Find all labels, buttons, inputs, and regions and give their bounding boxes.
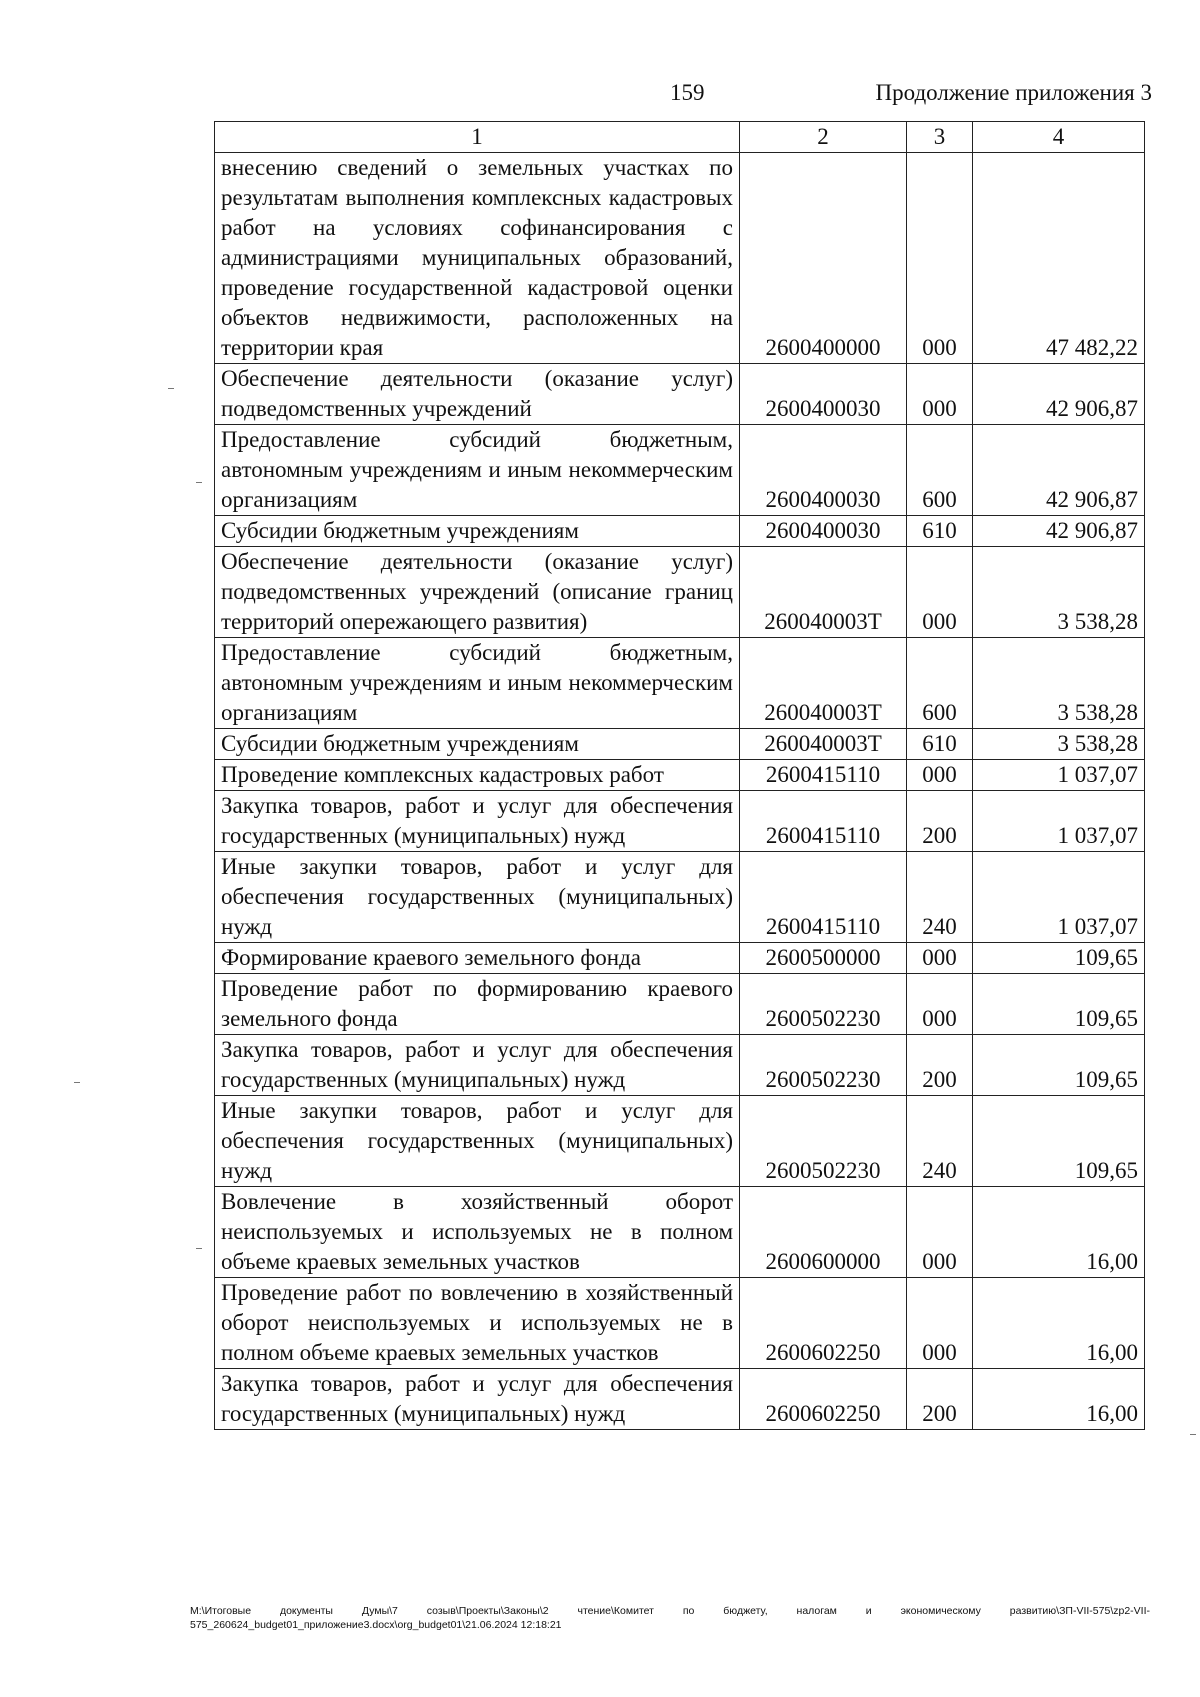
row-expense-type: 200 <box>907 791 973 852</box>
row-expense-type: 000 <box>907 153 973 364</box>
table-row <box>215 974 1145 1035</box>
row-expense-type: 600 <box>907 425 973 516</box>
row-expense-type: 000 <box>907 1187 973 1278</box>
row-target-code: 2600602250 <box>740 1278 907 1369</box>
column-header: 4 <box>973 122 1145 153</box>
row-target-code: 2600400030 <box>740 364 907 425</box>
table-row <box>215 547 1145 638</box>
scan-artifact <box>74 1082 80 1083</box>
row-amount: 3 538,28 <box>973 547 1145 638</box>
row-amount: 1 037,07 <box>973 852 1145 943</box>
scan-artifact <box>196 482 202 483</box>
row-target-code: 2600400000 <box>740 153 907 364</box>
row-target-code: 260040003Т <box>740 547 907 638</box>
row-description: Предоставление субсидий бюджетным, автономным учреждениям и иным некоммерческим организациям <box>215 638 740 729</box>
row-expense-type: 610 <box>907 729 973 760</box>
scan-artifact <box>168 388 174 389</box>
table-row <box>215 153 1145 364</box>
table-row <box>215 425 1145 516</box>
row-expense-type: 200 <box>907 1035 973 1096</box>
row-amount: 1 037,07 <box>973 791 1145 852</box>
table-row <box>215 760 1145 791</box>
table-row <box>215 1096 1145 1187</box>
row-amount: 1 037,07 <box>973 760 1145 791</box>
row-description: внесению сведений о земельных участках по результатам выполнения комплексных кадастровых работ на условиях софинансирования с администрациями муниципальных образований, проведение государственной кадастровой оценки объектов недвижимости, расположенных на территории края <box>215 153 740 364</box>
page-number: 159 <box>670 80 705 105</box>
row-description: Проведение работ по формированию краевого земельного фонда <box>215 974 740 1035</box>
row-description: Закупка товаров, работ и услуг для обеспечения государственных (муниципальных) нужд <box>215 1369 740 1430</box>
column-header: 1 <box>215 122 740 153</box>
table-row <box>215 1278 1145 1369</box>
row-expense-type: 200 <box>907 1369 973 1430</box>
table-body <box>215 153 1145 1430</box>
row-description: Субсидии бюджетным учреждениям <box>215 729 740 760</box>
row-expense-type: 000 <box>907 364 973 425</box>
row-target-code: 2600502230 <box>740 1096 907 1187</box>
row-description: Иные закупки товаров, работ и услуг для обеспечения государственных (муниципальных) нужд <box>215 852 740 943</box>
row-amount: 16,00 <box>973 1278 1145 1369</box>
row-amount: 3 538,28 <box>973 638 1145 729</box>
row-description: Проведение работ по вовлечению в хозяйственный оборот неиспользуемых и используемых не в полном объеме краевых земельных участков <box>215 1278 740 1369</box>
row-target-code: 2600500000 <box>740 943 907 974</box>
row-expense-type: 000 <box>907 760 973 791</box>
row-description: Субсидии бюджетным учреждениям <box>215 516 740 547</box>
file-path-footer: М:\Итоговые документы Думы\7 созыв\Проекты\Законы\2 чтение\Комитет по бюджету, налогам и экономическому развитию\ЗП-VII-575\zp2-VII-575_260624_budget01_приложение3.docx\org_budget01\21.06.2024 12:18:21 <box>190 1605 1150 1631</box>
row-amount: 42 906,87 <box>973 425 1145 516</box>
table-row <box>215 943 1145 974</box>
row-target-code: 2600502230 <box>740 974 907 1035</box>
budget-table <box>214 121 1145 1430</box>
row-target-code: 2600600000 <box>740 1187 907 1278</box>
row-amount: 3 538,28 <box>973 729 1145 760</box>
row-expense-type: 000 <box>907 974 973 1035</box>
row-amount: 109,65 <box>973 974 1145 1035</box>
row-expense-type: 240 <box>907 1096 973 1187</box>
row-target-code: 2600502230 <box>740 1035 907 1096</box>
column-header: 3 <box>907 122 973 153</box>
row-expense-type: 600 <box>907 638 973 729</box>
row-amount: 109,65 <box>973 1035 1145 1096</box>
row-description: Закупка товаров, работ и услуг для обеспечения государственных (муниципальных) нужд <box>215 791 740 852</box>
row-amount: 42 906,87 <box>973 516 1145 547</box>
row-description: Обеспечение деятельности (оказание услуг) подведомственных учреждений (описание границ территорий опережающего развития) <box>215 547 740 638</box>
row-description: Вовлечение в хозяйственный оборот неиспользуемых и используемых не в полном объеме краевых земельных участков <box>215 1187 740 1278</box>
row-target-code: 2600400030 <box>740 425 907 516</box>
row-target-code: 2600602250 <box>740 1369 907 1430</box>
table-row <box>215 1035 1145 1096</box>
row-amount: 109,65 <box>973 1096 1145 1187</box>
row-expense-type: 610 <box>907 516 973 547</box>
row-description: Предоставление субсидий бюджетным, автономным учреждениям и иным некоммерческим организациям <box>215 425 740 516</box>
row-expense-type: 240 <box>907 852 973 943</box>
table-row <box>215 364 1145 425</box>
row-expense-type: 000 <box>907 943 973 974</box>
row-expense-type: 000 <box>907 547 973 638</box>
table-row <box>215 791 1145 852</box>
row-description: Иные закупки товаров, работ и услуг для обеспечения государственных (муниципальных) нужд <box>215 1096 740 1187</box>
table-row <box>215 1369 1145 1430</box>
table-row <box>215 516 1145 547</box>
row-description: Формирование краевого земельного фонда <box>215 943 740 974</box>
row-target-code: 2600415110 <box>740 760 907 791</box>
table-row <box>215 852 1145 943</box>
row-target-code: 2600415110 <box>740 852 907 943</box>
table-row <box>215 729 1145 760</box>
row-target-code: 2600400030 <box>740 516 907 547</box>
row-description: Проведение комплексных кадастровых работ <box>215 760 740 791</box>
row-amount: 109,65 <box>973 943 1145 974</box>
row-amount: 16,00 <box>973 1369 1145 1430</box>
row-target-code: 2600415110 <box>740 791 907 852</box>
scan-artifact <box>1190 1434 1196 1435</box>
column-header-row <box>215 122 1145 153</box>
row-description: Обеспечение деятельности (оказание услуг) подведомственных учреждений <box>215 364 740 425</box>
continuation-label: Продолжение приложения 3 <box>875 80 1152 105</box>
row-target-code: 260040003Т <box>740 638 907 729</box>
row-expense-type: 000 <box>907 1278 973 1369</box>
row-amount: 42 906,87 <box>973 364 1145 425</box>
table-row <box>215 1187 1145 1278</box>
row-description: Закупка товаров, работ и услуг для обеспечения государственных (муниципальных) нужд <box>215 1035 740 1096</box>
row-target-code: 260040003Т <box>740 729 907 760</box>
row-amount: 47 482,22 <box>973 153 1145 364</box>
row-amount: 16,00 <box>973 1187 1145 1278</box>
column-header: 2 <box>740 122 907 153</box>
table-row <box>215 638 1145 729</box>
scan-artifact <box>196 1248 202 1249</box>
